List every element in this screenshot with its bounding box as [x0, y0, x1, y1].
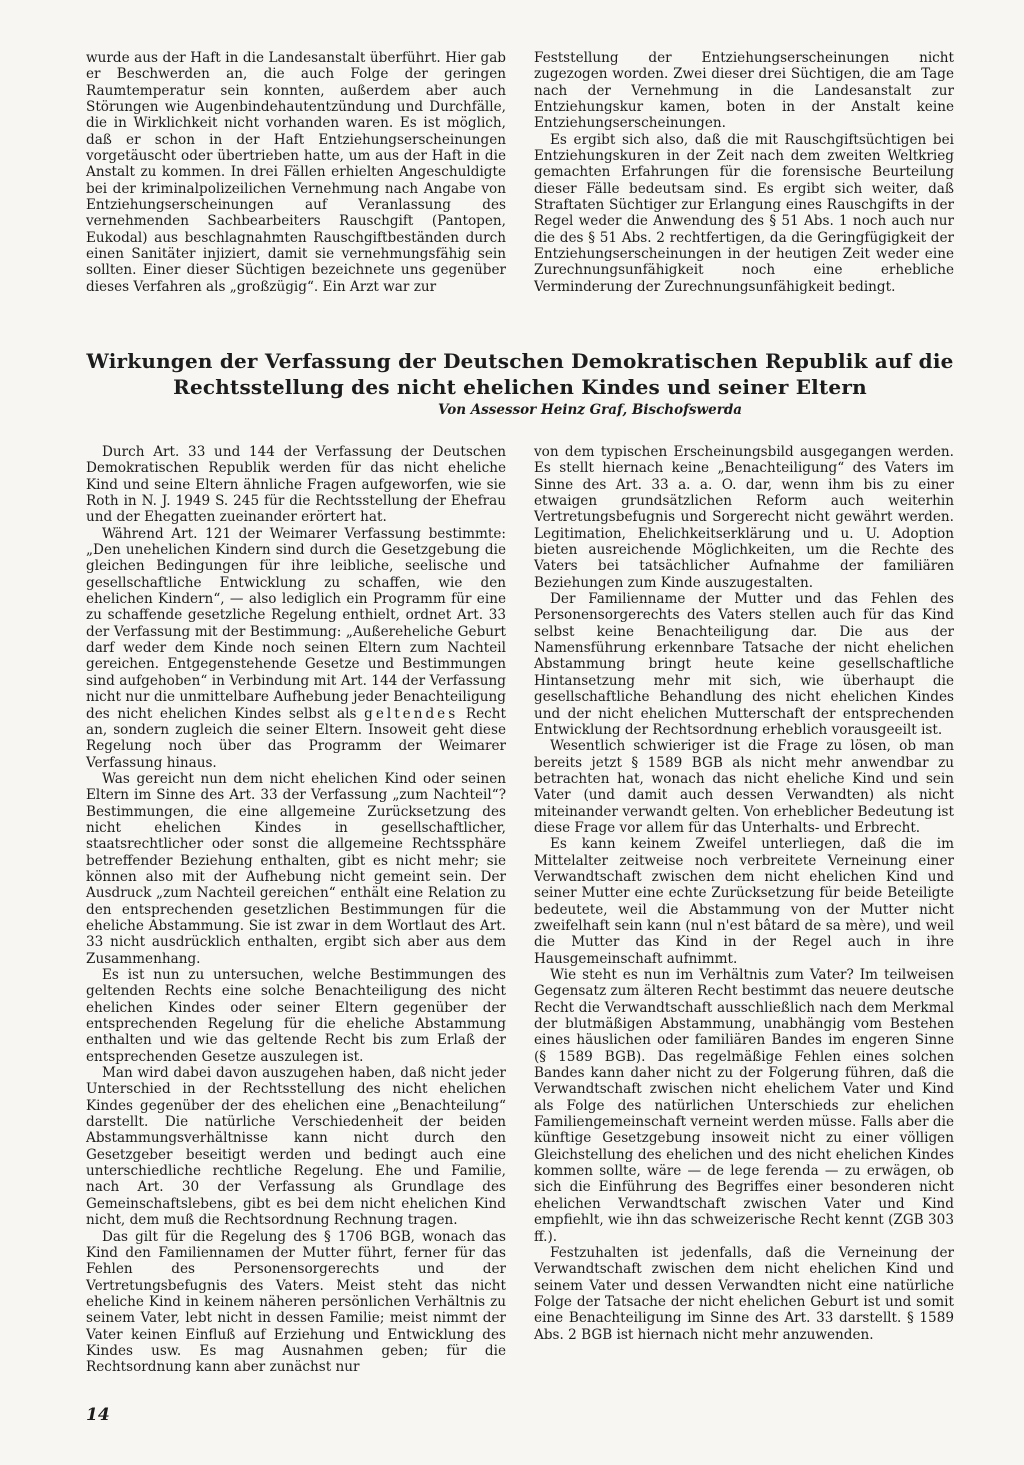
paragraph: Es ist nun zu untersuchen, welche Bestimmungen des geltenden Rechts eine solche Benachteiligung des nicht ehelichen Kindes oder seiner Eltern gegenüber der entsprechenden Regelung für die eheliche Abstammung enthalten und wie das geltende Recht bis zum Erlaß der entsprechenden Gesetze auszulegen ist.: [86, 967, 506, 1065]
paragraph: wurde aus der Haft in die Landesanstalt überführt. Hier gab er Beschwerden an, die auch Folge der geringen Raumtemperatur sein konnten, außerdem aber auch Störungen wie Augenbindehautentzündung und Durchfälle, die in Wirklichkeit nicht vorhanden waren. Es ist möglich, daß er schon in der Haft Entziehungserscheinungen vorgetäuscht oder übertrieben hatte, um aus der Haft in die Anstalt zu kommen. In drei Fällen erhielten Angeschuldigte bei der kriminalpolizeilichen Vernehmung nach Angabe von Entziehungserscheinungen auf Veranlassung des vernehmenden Sachbearbeiters Rauschgift (Pantopen, Eukodal) aus beschlagnahmten Rauschgiftbeständen durch einen Sanitäter injiziert, damit sie vernehmungsfähig sein sollten. Einer dieser Süchtigen bezeichnete uns gegenüber dieses Verfahren als „großzügig“. Ein Arzt war zur: [86, 50, 506, 295]
page-number: 14: [86, 1405, 110, 1425]
paragraph: Wesentlich schwieriger ist die Frage zu lösen, ob man bereits jetzt § 1589 BGB als nicht mehr anwendbar zu betrachten hat, wonach das nicht eheliche Kind und sein Vater (und damit auch dessen Verwandten) als nicht miteinander verwandt gelten. Von erheblicher Bedeutung ist diese Frage vor allem für das Unterhalts- und Erbrecht.: [534, 738, 954, 836]
paragraph: Durch Art. 33 und 144 der Verfassung der Deutschen Demokratischen Republik werden für das nicht eheliche Kind und seine Eltern ähnliche Fragen aufgeworfen, wie sie Roth in N. J. 1949 S. 245 für die Rechtsstellung der Ehefrau und der Ehegatten zueinander erörtert hat.: [86, 444, 506, 526]
paragraph: [86, 526, 506, 771]
paragraph-text: Recht an, sondern zugleich die seiner Eltern. Insoweit geht diese Regelung noch über das Programm der Weimarer Verfassung hinaus.: [86, 705, 506, 771]
paragraph: Es ergibt sich also, daß die mit Rauschgiftsüchtigen bei Entziehungskuren in der Zeit nach dem zweiten Weltkrieg gemachten Erfahrungen für die forensische Beurteilung dieser Fälle bedeutsam sind. Es ergibt sich weiter, daß Straftaten Süchtiger zur Erlangung eines Rauschgifts in der Regel weder die Anwendung des § 51 Abs. 1 noch auch nur die des § 51 Abs. 2 rechtfertigen, da die Geringfügigkeit der Entziehungserscheinungen in der heutigen Zeit weder eine Zurechnungsunfähigkeit noch eine erhebliche Verminderung der Zurechnungsunfähigkeit bedingt.: [534, 131, 954, 295]
paragraph-text: Während Art. 121 der Weimarer Verfassung bestimmte: „Den unehelichen Kindern sind durch die Gesetzgebung die gleichen Bedingungen für ihre leibliche, seelische und gesellschaftliche Entwicklung zu schaffen, wie den ehelichen Kindern“, — also lediglich ein Programm für eine zu schaffende gesetzliche Regelung enthielt, ordnet Art. 33 der Verfassung mit der Bestimmung: „Außereheliche Geburt darf weder dem Kinde noch seinen Eltern zum Nachteil gereichen. Entgegenstehende Gesetze und Bestimmungen sind aufgehoben“ in Verbindung mit Art. 144 der Verfassung nicht nur die unmittelbare Aufhebung jeder Benachteiligung des nicht ehelichen Kindes selbst als: [86, 525, 506, 722]
article-heading: [80, 348, 960, 418]
paragraph: Was gereicht nun dem nicht ehelichen Kind oder seinen Eltern im Sinne des Art. 33 der Verfassung „zum Nachteil“? Bestimmungen, die eine allgemeine Zurücksetzung des nicht ehelichen Kindes in gesellschaftlicher, staatsrechtlicher oder sonst die allgemeine Rechtssphäre betreffender Beziehung enthalten, gibt es nicht mehr; sie können also mit der Aufhebung nicht gemeint sein. Der Ausdruck „zum Nachteil gereichen“ enthält eine Relation zu den entsprechenden gesetzlichen Bestimmungen für die eheliche Abstammung. Sie ist zwar in dem Wortlaut des Art. 33 nicht ausdrücklich enthalten, ergibt sich aber aus dem Zusammenhang.: [86, 770, 506, 967]
top-left-column: [86, 50, 506, 295]
article-title-line-1: Wirkungen der Verfassung der Deutschen Demokratischen Republik auf die: [86, 349, 954, 373]
paragraph: Feststellung der Entziehungserscheinungen nicht zugezogen worden. Zwei dieser drei Süchtigen, die am Tage nach der Vernehmung in die Landesanstalt zur Entziehungskur kamen, boten in der Anstalt keine Entziehungserscheinungen.: [534, 50, 954, 132]
paragraph: Das gilt für die Regelung des § 1706 BGB, wonach das Kind den Familiennamen der Mutter führt, ferner für das Fehlen des Personensorgerechts und der Vertretungsbefugnis des Vaters. Meist steht das nicht eheliche Kind in keinem näheren persönlichen Verhältnis zu seinem Vater, lebt nicht in dessen Familie; meist nimmt der Vater keinen Einfluß auf Erziehung und Entwicklung des Kindes usw. Es mag Ausnahmen geben; für die Rechtsordnung kann aber zunächst nur: [86, 1228, 506, 1376]
emphasized-word: geltendes: [364, 705, 459, 722]
paragraph: Es kann keinem Zweifel unterliegen, daß die im Mittelalter zeitweise noch verbreitete Verneinung einer Verwandtschaft zwischen dem nicht ehelichen Kind und seiner Mutter eine echte Zurücksetzung für beide Beteiligte bedeutete, weil die Abstammung von der Mutter nicht zweifelhaft sein kann (nul n'est bâtard de sa mère), und weil die Mutter das Kind in der Regel auch in ihre Hausgemeinschaft aufnimmt.: [534, 836, 954, 967]
paragraph: von dem typischen Erscheinungsbild ausgegangen werden. Es stellt hiernach keine „Benachteiligung“ des Vaters im Sinne des Art. 33 a. a. O. dar, wenn ihm bis zu einer etwaigen grundsätzlichen Reform auch weiterhin Vertretungsbefugnis und Sorgerecht nicht gewährt werden. Legitimation, Ehelichkeitserklärung und u. U. Adoption bieten ausreichende Möglichkeiten, um die Rechte des Vaters bei tatsächlicher Aufnahme der familiären Beziehungen zum Kinde auszugestalten.: [534, 444, 954, 591]
bottom-left-column: [86, 444, 506, 1376]
paragraph: Wie steht es nun im Verhältnis zum Vater? Im teilweisen Gegensatz zum älteren Recht bestimmt das neuere deutsche Recht die Verwandtschaft ausschließlich nach dem Merkmal der blutmäßigen Abstammung, unabhängig vom Bestehen eines häuslichen oder familiären Bandes im engeren Sinne (§ 1589 BGB). Das regelmäßige Fehlen eines solchen Bandes kann daher nicht zu der Folgerung führen, daß die Verwandtschaft zwischen nicht ehelichem Vater und Kind als Folge des natürlichen Unterschieds zur ehelichen Familiengemeinschaft verneint werden müsse. Falls aber die künftige Gesetzgebung insoweit nicht zu einer völligen Gleichstellung des ehelichen und des nicht ehelichen Kindes kommen sollte, wäre — de lege ferenda — zu erwägen, ob sich die Einführung des Begriffes einer besonderen nicht ehelichen Verwandtschaft zwischen Vater und Kind empfiehlt, wie ihn das schweizerische Recht kennt (ZGB 303 ff.).: [534, 967, 954, 1245]
article-title-line-2: Rechtsstellung des nicht ehelichen Kindes und seiner Eltern: [173, 375, 867, 399]
article-author: Von Assessor Heinz Graf, Bischofswerda: [437, 402, 743, 418]
paragraph: Man wird dabei davon auszugehen haben, daß nicht jeder Unterschied in der Rechtsstellung des nicht ehelichen Kindes gegenüber der des ehelichen eine „Benachteilung“ darstellt. Die natürliche Verschiedenheit der beiden Abstammungsverhältnisse kann nicht durch den Gesetzgeber beseitigt werden und bedingt auch eine unterschiedliche rechtliche Regelung. Ehe und Familie, nach Art. 30 der Verfassung als Grundlage des Gemeinschaftslebens, gibt es bei dem nicht ehelichen Kind nicht, dem muß die Rechtsordnung Rechnung tragen.: [86, 1065, 506, 1229]
paragraph: Festzuhalten ist jedenfalls, daß die Verneinung der Verwandtschaft zwischen dem nicht ehelichen Kind und seinem Vater und dessen Verwandten nicht eine natürliche Folge der Tatsache der nicht ehelichen Geburt ist und somit eine Benachteiligung im Sinne des Art. 33 darstellt. § 1589 Abs. 2 BGB ist hiernach nicht mehr anzuwenden.: [534, 1244, 954, 1343]
paragraph: Der Familienname der Mutter und das Fehlen des Personensorgerechts des Vaters stellen auch für das Kind selbst keine Benachteiligung dar. Die aus der Namensführung erkennbare Tatsache der nicht ehelichen Abstammung bringt heute keine gesellschaftliche Hintansetzung mehr mit sich, wie überhaupt die gesellschaftliche Behandlung des nicht ehelichen Kindes und der nicht ehelichen Mutterschaft der entsprechenden Entwicklung der Rechtsordnung erheblich vorausgeeilt ist.: [534, 591, 954, 738]
top-right-column: [534, 50, 954, 295]
bottom-right-column: [534, 444, 954, 1343]
